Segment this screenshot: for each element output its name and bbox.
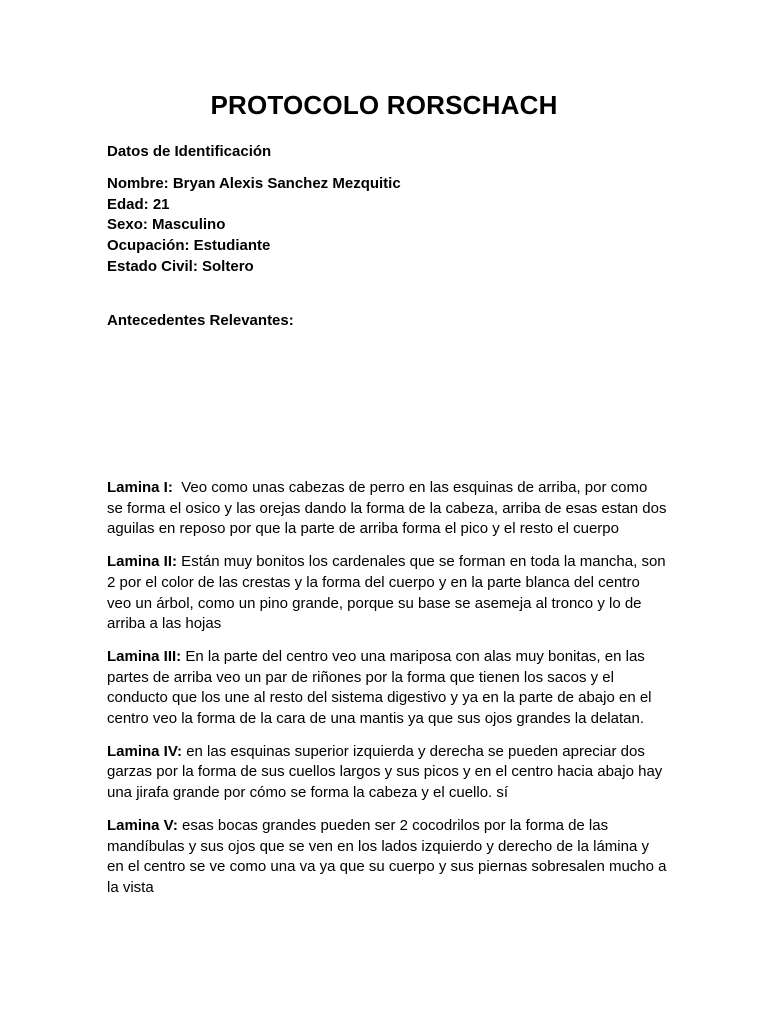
lamina-text: en las esquinas superior izquierda y derecha se pueden apreciar dos garzas por la forma de sus cuellos largos y sus picos y en el centro hacia abajo hay una jirafa grande por cómo se forma la cabeza y el cuello. sí <box>107 742 667 802</box>
document-title: PROTOCOLO RORSCHACH <box>210 90 558 120</box>
field-sexo: Sexo: Masculino <box>107 216 226 234</box>
identification-heading: Datos de Identificación <box>107 143 272 160</box>
lamina-label: Lamina III: <box>107 647 182 665</box>
lamina-label: Lamina II: <box>107 553 178 571</box>
lamina-1 <box>107 478 671 540</box>
field-edad: Edad: 21 <box>107 195 170 213</box>
lamina-label: Lamina IV: <box>107 742 183 760</box>
identification-fields <box>107 174 667 278</box>
lamina-text: Veo como unas cabezas de perro en las esquinas de arriba, por como se forma el osico y las orejas dando la forma de la cabeza, arriba de esas estan dos aguilas en reposo por que la parte de arriba forma el pico y el resto el cuerpo <box>107 479 671 538</box>
lamina-3 <box>107 647 667 730</box>
field-nombre: Nombre: Bryan Alexis Sanchez Mezquitic <box>107 175 401 192</box>
lamina-5 <box>107 816 671 899</box>
lamina-text: Están muy bonitos los cardenales que se forman en toda la mancha, son 2 por el color de las crestas y la forma del cuerpo y en la parte blanca del centro veo un árbol, como un pino grande, porque su base se asemeja al tronco y lo de arriba a las hojas <box>107 553 670 633</box>
lamina-label: Lamina V: <box>107 816 178 834</box>
field-ocupacion: Ocupación: Estudiante <box>107 237 271 255</box>
lamina-2 <box>107 552 670 635</box>
field-estado-civil: Estado Civil: Soltero <box>107 257 254 275</box>
lamina-text: esas bocas grandes pueden ser 2 cocodrilos por la forma de las mandíbulas y sus ojos que se ven en los lados izquierdo y derecho de la lámina y en el centro se ve como una va ya que su cuerpo y sus piernas sobresalen mucho a la vista <box>107 816 671 896</box>
lamina-4 <box>107 742 667 804</box>
lamina-label: Lamina I: <box>107 479 173 496</box>
lamina-text: En la parte del centro veo una mariposa con alas muy bonitas, en las partes de arriba veo un par de riñones por la forma que tienen los sacos y el conducto que los une al resto del sistema digestivo y ya en la parte de abajo en el centro veo la forma de la cara de una mantis ya que sus ojos grandes la delatan. <box>107 647 656 728</box>
laminas-section <box>107 478 671 911</box>
antecedentes-heading: Antecedentes Relevantes: <box>107 312 294 329</box>
